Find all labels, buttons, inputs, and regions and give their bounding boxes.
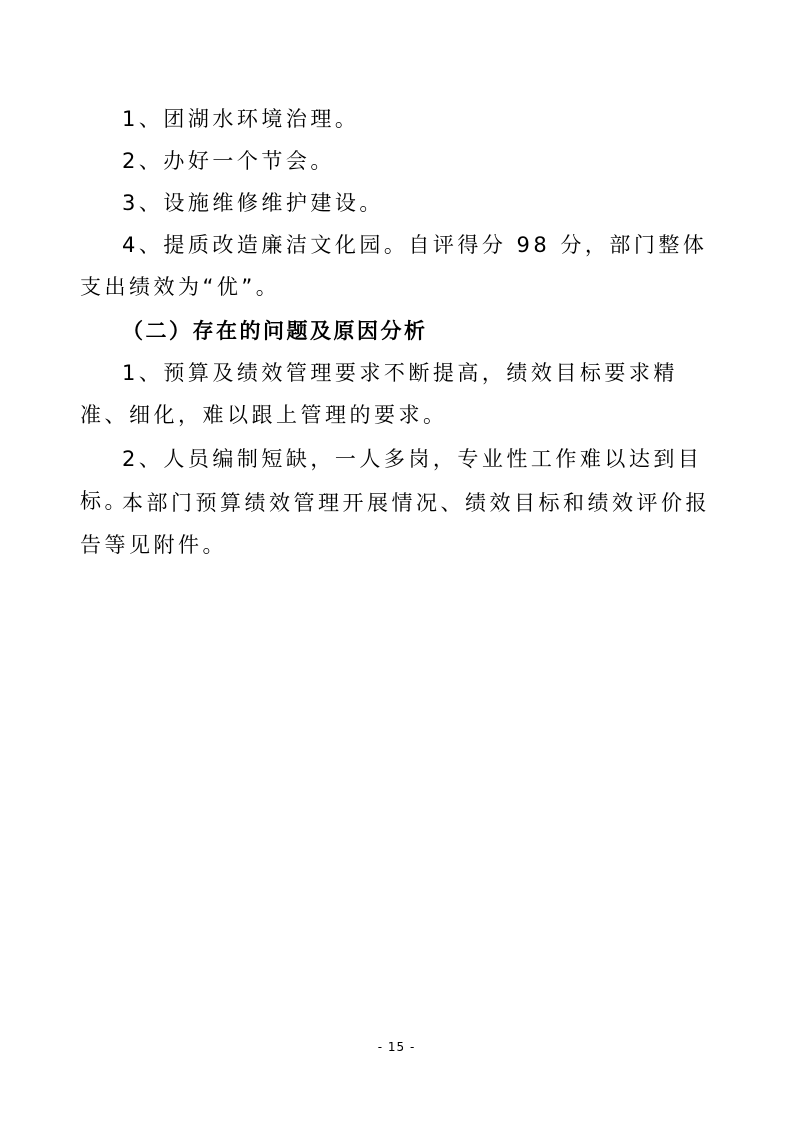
section-heading: （二）存在的问题及原因分析	[122, 319, 428, 343]
problem-paragraph: 2、人员编制短缺，一人多岗，专业性工作难以达到目标。	[80, 447, 703, 513]
list-item: 2、办好一个节会。	[122, 149, 335, 173]
list-item: 4、提质改造廉洁文化园。自评得分 98 分，部门整体支出绩效为“优”。	[80, 233, 708, 299]
page-number: - 15 -	[377, 1040, 416, 1054]
closing-paragraph: 本部门预算绩效管理开展情况、绩效目标和绩效评价报告等见附件。	[80, 491, 710, 557]
list-item: 1、团湖水环境治理。	[122, 107, 360, 131]
list-item: 3、设施维修维护建设。	[122, 191, 384, 215]
problem-paragraph: 1、预算及绩效管理要求不断提高，绩效目标要求精准、细化，难以跟上管理的要求。	[80, 361, 678, 427]
